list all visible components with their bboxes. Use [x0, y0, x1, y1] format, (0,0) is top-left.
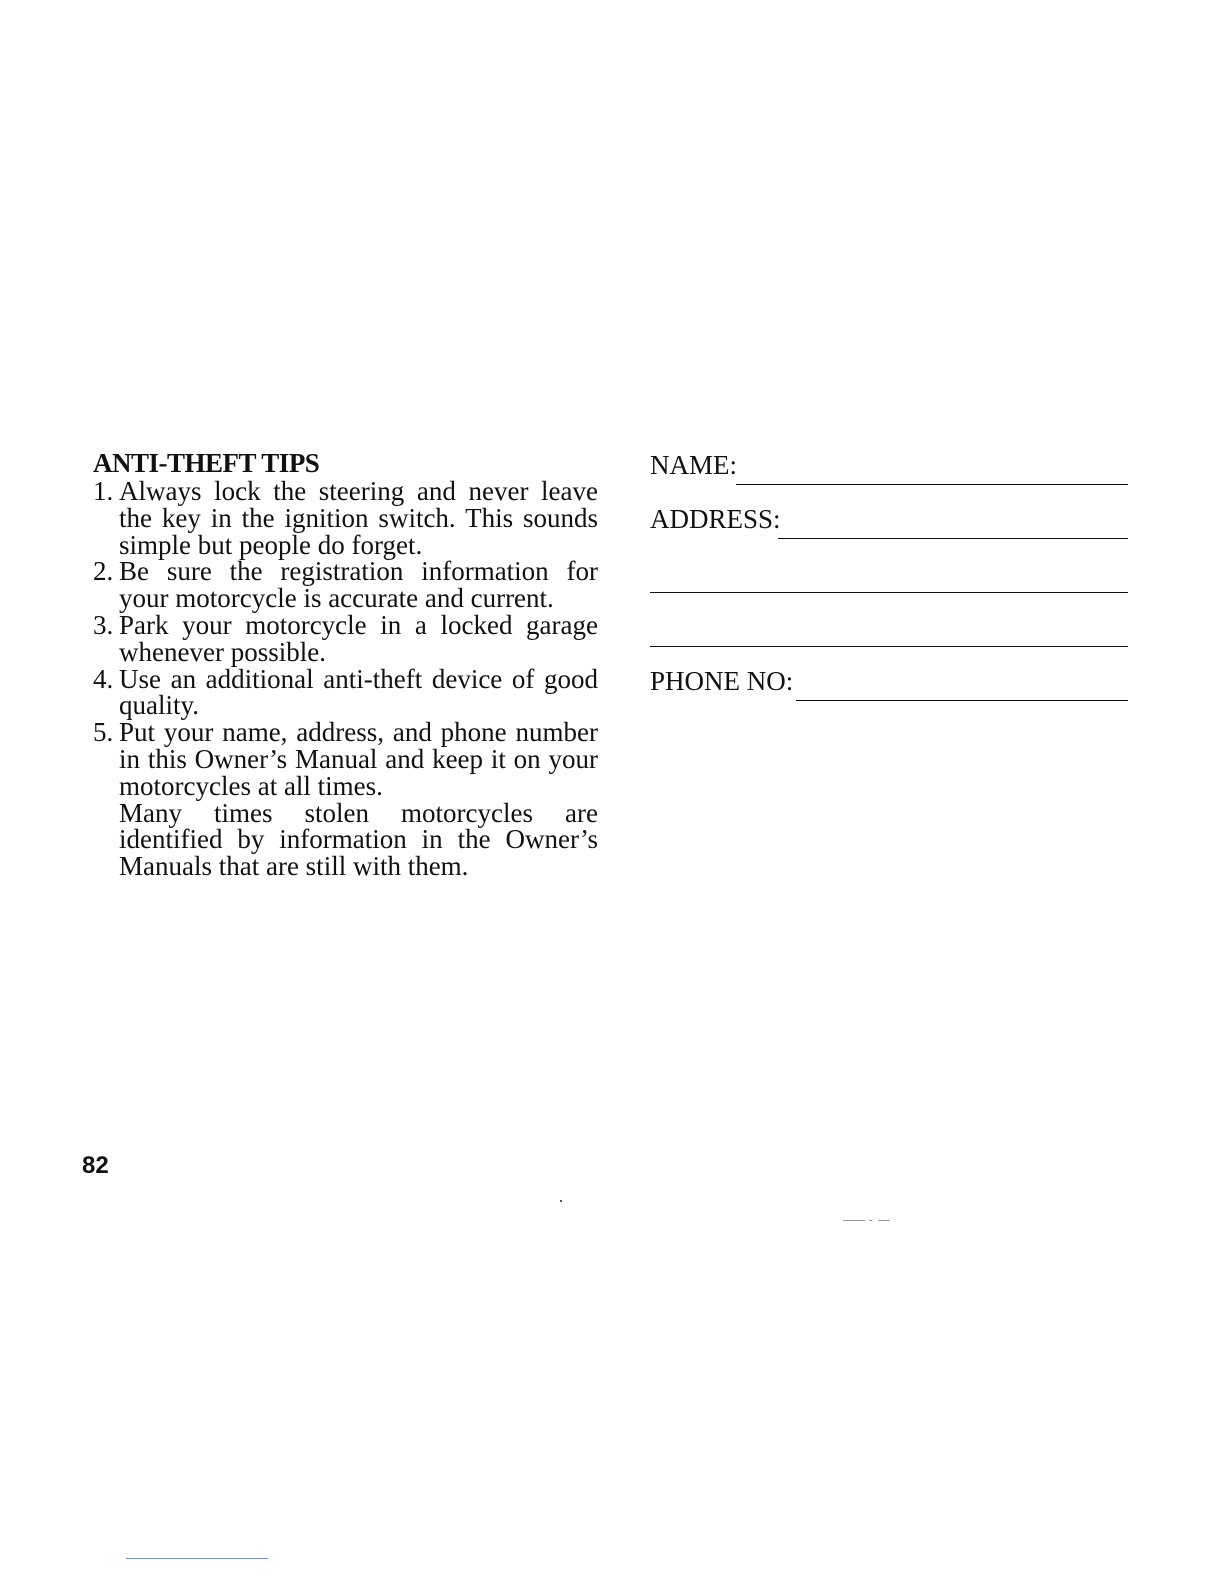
scan-speck [878, 1220, 890, 1221]
owner-info-form [650, 448, 1128, 718]
anti-theft-tips-section [93, 448, 598, 880]
list-item [93, 478, 598, 558]
address-field [650, 502, 1128, 556]
list-item [93, 719, 598, 880]
address-extra-field [650, 556, 1128, 610]
address-extra-field [650, 610, 1128, 664]
list-item-text: Use an additional anti-theft device of good quality. [119, 663, 598, 721]
phone-field [650, 664, 1128, 718]
bottom-edge-rule [126, 1558, 268, 1559]
list-item-note: Many times stolen motorcycles are identified by information in the Owner’s Manuals that are still with them. [119, 797, 598, 882]
name-blank-line[interactable] [736, 484, 1128, 485]
scan-speck [843, 1220, 865, 1221]
list-item [93, 558, 598, 612]
list-item-text: Be sure the registration information for your motorcycle is accurate and current. [119, 556, 598, 614]
list-item-number: 5. [93, 717, 114, 748]
name-label: NAME: [650, 450, 737, 480]
list-item-text: Park your motorcycle in a locked garage whenever possible. [119, 609, 598, 667]
section-title: ANTI-THEFT TIPS [93, 448, 320, 478]
list-item [93, 609, 598, 667]
tips-list [93, 478, 598, 880]
list-item-number: 2. [93, 556, 114, 587]
address-label: ADDRESS: [650, 504, 781, 534]
name-field [650, 448, 1128, 502]
address-blank-line[interactable] [778, 538, 1128, 539]
list-item-number: 4. [93, 663, 114, 694]
list-item-number: 1. [93, 476, 114, 506]
list-item-text: Always lock the steering and never leave the key in the ignition switch. This sounds simple but people do forget. [119, 476, 598, 560]
page-number: 82 [82, 1152, 109, 1179]
phone-label: PHONE NO: [650, 666, 794, 696]
scan-speck [560, 1200, 562, 1202]
list-item-number: 3. [93, 609, 114, 640]
list-item [93, 663, 598, 721]
phone-blank-line[interactable] [796, 700, 1128, 701]
scan-speck [869, 1220, 872, 1221]
address-blank-line-2[interactable] [650, 592, 1128, 593]
list-item-text: Put your name, address, and phone number in this Owner’s Manual and keep it on your motorcycles at all times. [119, 717, 598, 801]
address-blank-line-3[interactable] [650, 646, 1128, 647]
